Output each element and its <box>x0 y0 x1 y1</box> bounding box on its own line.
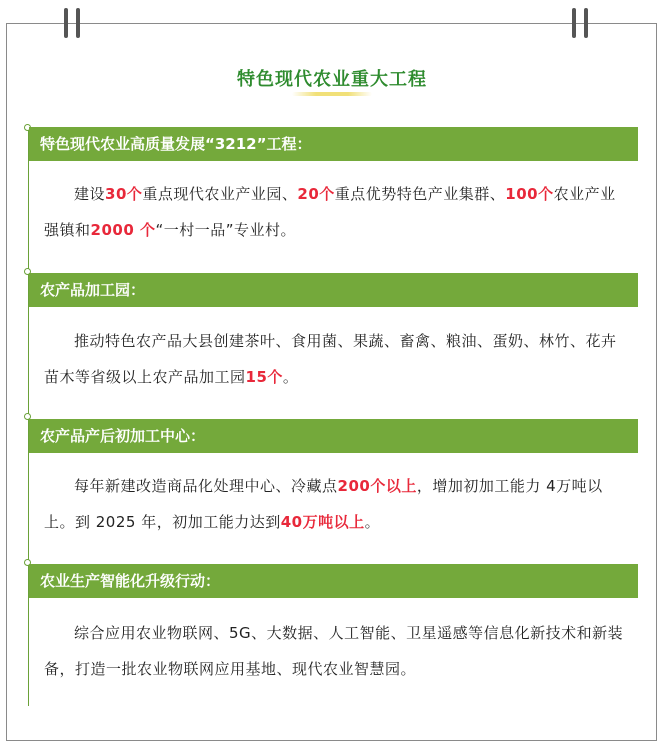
body-text: 。 <box>282 368 299 386</box>
binder-clip-right-icon <box>572 8 588 38</box>
highlight-number: 100个 <box>505 185 554 203</box>
body-text: 。 <box>364 513 381 531</box>
title-underline <box>292 92 372 96</box>
body-text: “一村一品”专业村。 <box>155 221 297 239</box>
section-body <box>44 615 628 687</box>
section-body <box>44 468 628 540</box>
body-text: 推动特色农产品大县创建茶叶、食用菌、果蔬、畜禽、粮油、蛋奶、林竹、花卉苗木等省级以上农产品加工园 <box>44 332 617 386</box>
body-text: 农业产业强镇和 <box>44 185 616 239</box>
highlight-number: 200个以上 <box>337 477 417 495</box>
section-heading: 农产品产后初加工中心： <box>29 419 638 453</box>
body-text: 建设 <box>74 185 106 203</box>
section-heading: 特色现代农业高质量发展“3212”工程： <box>29 127 638 161</box>
highlight-number: 30个 <box>105 185 143 203</box>
section-body <box>44 323 628 395</box>
highlight-number: 40万吨以上 <box>280 513 365 531</box>
body-text: 重点优势特色产业集群、 <box>334 185 506 203</box>
section-heading: 农业生产智能化升级行动： <box>29 564 638 598</box>
body-text: 综合应用农业物联网、5G、大数据、人工智能、卫星遥感等信息化新技术和新装备，打造一批农业物联网应用基地、现代农业智慧园。 <box>44 624 624 678</box>
section-heading: 农产品加工园： <box>29 273 638 307</box>
highlight-number: 2000 个 <box>90 221 156 239</box>
body-text: ，增加初加工能力 4万吨以上。到 2025 年，初加工能力达到 <box>44 477 603 531</box>
highlight-number: 15个 <box>245 368 283 386</box>
body-text: 重点现代农业产业园、 <box>142 185 298 203</box>
highlight-number: 20个 <box>297 185 335 203</box>
binder-clip-left-icon <box>64 8 80 38</box>
page-title: 特色现代农业重大工程 <box>237 69 427 90</box>
section-body <box>44 176 628 248</box>
body-text: 每年新建改造商品化处理中心、冷藏点 <box>74 477 338 495</box>
